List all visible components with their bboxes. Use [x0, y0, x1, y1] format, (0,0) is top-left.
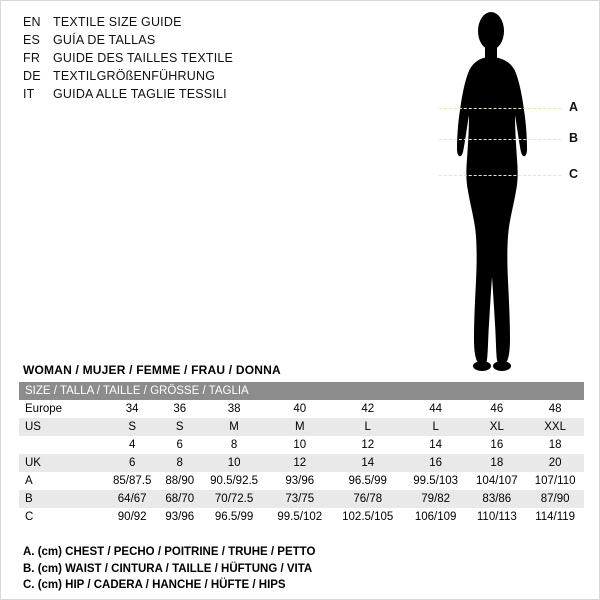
cell: 10 — [200, 454, 268, 472]
cell: 96.5/99 — [331, 472, 403, 490]
table-row — [19, 472, 584, 490]
cell: 70/72.5 — [200, 490, 268, 508]
cell: 46 — [467, 400, 526, 418]
cell: 73/75 — [268, 490, 331, 508]
note-b: B. (cm) WAIST / CINTURA / TAILLE / HÜFTUNG / VITA — [23, 562, 313, 575]
language-row — [23, 69, 353, 87]
cell: L — [331, 418, 403, 436]
language-code: EN — [23, 15, 41, 29]
note-a: A. (cm) CHEST / PECHO / POITRINE / TRUHE / PETTO — [23, 546, 316, 558]
language-code: FR — [23, 51, 41, 65]
row-label: Europe — [19, 400, 105, 418]
cell: 107/110 — [526, 472, 584, 490]
cell: 12 — [331, 436, 403, 454]
row-label: US — [19, 418, 105, 436]
cell: 83/86 — [467, 490, 526, 508]
language-title: GUIDA ALLE TAGLIE TESSILI — [53, 87, 227, 101]
cell: 90/92 — [105, 508, 159, 526]
section-title-woman: WOMAN / MUJER / FEMME / FRAU / DONNA — [23, 363, 281, 377]
cell: 14 — [404, 436, 467, 454]
row-label: B — [19, 490, 105, 508]
language-title: GUÍA DE TALLAS — [53, 33, 156, 47]
cell: 106/109 — [404, 508, 467, 526]
language-title: TEXTILE SIZE GUIDE — [53, 15, 182, 29]
measurement-notes — [23, 544, 315, 594]
cell: 93/96 — [159, 508, 200, 526]
cell: L — [404, 418, 467, 436]
measure-label-b: B — [569, 131, 579, 145]
cell: 42 — [331, 400, 403, 418]
row-label: A — [19, 472, 105, 490]
cell: 85/87.5 — [105, 472, 159, 490]
cell: 6 — [105, 454, 159, 472]
cell: XXL — [526, 418, 584, 436]
language-title: GUIDE DES TAILLES TEXTILE — [53, 51, 234, 65]
figure-area — [391, 9, 591, 379]
cell: 76/78 — [331, 490, 403, 508]
cell: 93/96 — [268, 472, 331, 490]
cell: 4 — [105, 436, 159, 454]
cell: 14 — [331, 454, 403, 472]
cell: 102.5/105 — [331, 508, 403, 526]
language-row — [23, 51, 353, 69]
cell: 8 — [159, 454, 200, 472]
cell: 96.5/99 — [200, 508, 268, 526]
language-code: ES — [23, 33, 41, 47]
measure-line-a — [439, 108, 561, 109]
cell: 36 — [159, 400, 200, 418]
table-row — [19, 436, 584, 454]
row-label — [19, 436, 105, 454]
language-row — [23, 87, 353, 105]
cell: M — [200, 418, 268, 436]
cell: 16 — [467, 436, 526, 454]
table-row — [19, 418, 584, 436]
cell: 38 — [200, 400, 268, 418]
table-row — [19, 400, 584, 418]
row-label: UK — [19, 454, 105, 472]
cell: 88/90 — [159, 472, 200, 490]
table-row — [19, 454, 584, 472]
cell: 99.5/103 — [404, 472, 467, 490]
cell: S — [159, 418, 200, 436]
cell: 48 — [526, 400, 584, 418]
row-label: C — [19, 508, 105, 526]
measure-line-b — [439, 139, 561, 140]
cell: 68/70 — [159, 490, 200, 508]
cell: XL — [467, 418, 526, 436]
table-header-label: SIZE / TALLA / TAILLE / GRÖSSE / TAGLIA — [19, 382, 584, 400]
cell: 10 — [268, 436, 331, 454]
cell: 99.5/102 — [268, 508, 331, 526]
cell: 79/82 — [404, 490, 467, 508]
cell: 44 — [404, 400, 467, 418]
language-code: IT — [23, 87, 35, 101]
measure-line-c — [439, 175, 561, 176]
size-table — [19, 382, 584, 526]
cell: 18 — [467, 454, 526, 472]
language-row — [23, 33, 353, 51]
measure-label-a: A — [569, 100, 579, 114]
cell: 104/107 — [467, 472, 526, 490]
language-row — [23, 15, 353, 33]
cell: S — [105, 418, 159, 436]
cell: 18 — [526, 436, 584, 454]
female-body-silhouette-icon — [431, 9, 551, 374]
table-row — [19, 490, 584, 508]
cell: 110/113 — [467, 508, 526, 526]
cell: 114/119 — [526, 508, 584, 526]
cell: 40 — [268, 400, 331, 418]
cell: 12 — [268, 454, 331, 472]
language-code: DE — [23, 69, 41, 83]
table-row — [19, 508, 584, 526]
table-header-row — [19, 382, 584, 400]
cell: M — [268, 418, 331, 436]
cell: 87/90 — [526, 490, 584, 508]
note-c: C. (cm) HIP / CADERA / HANCHE / HÜFTE / HIPS — [23, 579, 286, 591]
cell: 6 — [159, 436, 200, 454]
language-title: TEXTILGRÖßENFÜHRUNG — [53, 69, 216, 83]
cell: 64/67 — [105, 490, 159, 508]
cell: 16 — [404, 454, 467, 472]
language-title-block — [23, 15, 353, 105]
cell: 34 — [105, 400, 159, 418]
cell: 20 — [526, 454, 584, 472]
cell: 90.5/92.5 — [200, 472, 268, 490]
measure-label-c: C — [569, 167, 579, 181]
cell: 8 — [200, 436, 268, 454]
